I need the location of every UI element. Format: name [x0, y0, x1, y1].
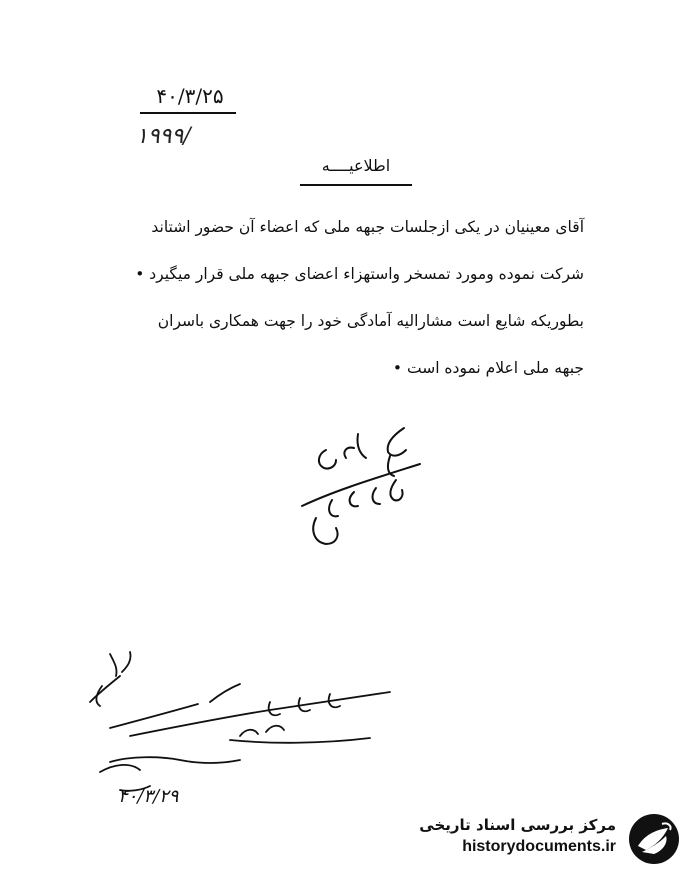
document-body [64, 204, 584, 392]
title-underline [300, 184, 412, 186]
document-date: ۴۰/۳/۲۵ [156, 84, 224, 108]
body-line: آقای معینیان در یکی ازجلسات جبهه ملی که اعضاء آن حضور اشتاند [151, 218, 584, 236]
date-underline [140, 112, 236, 114]
handwritten-signature [296, 418, 426, 558]
document-title: اطلاعیــــه [321, 156, 391, 175]
body-line: شرکت نموده ومورد تمسخر واستهزاء اعضای جبهه ملی قرار میگیرد • [135, 265, 584, 283]
watermark [410, 812, 690, 868]
body-line: بطوریکه شایع است مشارالیه آمادگی خود را جهت همکاری باسران [157, 312, 584, 330]
watermark-name: مرکز بررسی اسناد تاریخی [419, 816, 616, 834]
watermark-site: historydocuments.ir [462, 838, 616, 855]
book-logo-icon [624, 812, 684, 866]
reference-number: ۱۹۹۹/ [136, 124, 191, 149]
body-line: جبهه ملی اعلام نموده است • [392, 359, 584, 377]
annotation-date: ۴۰/۳/۲۹ [118, 786, 179, 807]
